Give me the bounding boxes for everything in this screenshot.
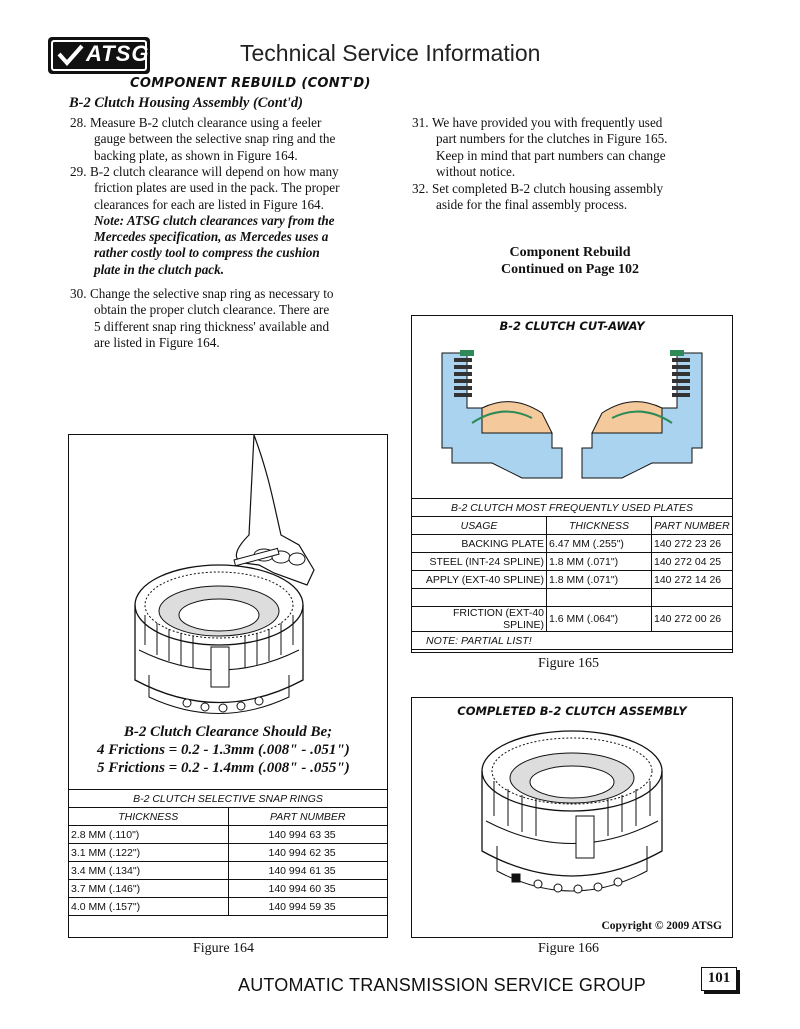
table-row: 3.1 MM (.122") 140 994 62 35 [69,844,388,862]
table-row: STEEL (INT-24 SPLINE) 1.8 MM (.071") 140 272 04 25 [412,553,733,571]
note-text: Note: ATSG clutch clearances vary from the [94,212,335,228]
logo-text: ATSG [86,41,150,66]
step-28: 28. Measure B-2 clutch clearance using a feeler gauge between the selective snap ring and the backing plate, as shown in Figure 164. [70,115,336,163]
table-row [412,589,733,607]
page-title: Technical Service Information [240,40,541,66]
figure-164-box [68,434,388,938]
footer-text: AUTOMATIC TRANSMISSION SERVICE GROUP [238,975,646,995]
clearance-title: B-2 Clutch Clearance Should Be; [123,724,333,740]
snap-ring-table [68,789,388,916]
figure-165-caption: Figure 165 [538,656,600,671]
clearance-line-4: 4 Frictions = 0.2 - 1.3mm (.008" - .051") [97,742,350,758]
table-header: PART NUMBER [652,517,733,535]
figure-165-box [411,315,733,653]
copyright-text: Copyright © 2009 ATSG [601,920,722,932]
plates-table-title: B-2 CLUTCH MOST FREQUENTLY USED PLATES [412,499,733,517]
step-31: 31. We have provided you with frequently used part numbers for the clutches in Figure 165. Keep in mind that part numbers can change without notice. [412,115,668,179]
table-row: FRICTION (EXT-40 SPLINE) 1.6 MM (.064") 140 272 00 26 [412,607,733,632]
figure-164-caption: Figure 164 [193,941,255,956]
step-32: 32. Set completed B-2 clutch housing assembly aside for the final assembly process. [412,181,664,213]
step-30: 30. Change the selective snap ring as necessary to obtain the proper clutch clearance. There are 5 different snap ring thickness' available and are listed in Figure 164. [70,286,334,350]
table-row: 2.8 MM (.110") 140 994 63 35 [69,826,388,844]
table-row: APPLY (EXT-40 SPLINE) 1.8 MM (.071") 140 272 14 26 [412,571,733,589]
page-number: 101 [701,967,737,991]
table-row: 3.7 MM (.146") 140 994 60 35 [69,880,388,898]
table-header: THICKNESS [547,517,652,535]
cutaway-title: B-2 CLUTCH CUT-AWAY [499,319,645,333]
table-header: USAGE [412,517,547,535]
figure-166-caption: Figure 166 [538,941,600,956]
rebuild-continued-note: Component Rebuild Continued on Page 102 [500,245,640,277]
table-row: BACKING PLATE 6.47 MM (.255") 140 272 23 26 [412,535,733,553]
plates-table [411,498,733,650]
completed-assembly-title: COMPLETED B-2 CLUTCH ASSEMBLY [457,704,687,718]
table-header: PART NUMBER [228,808,388,826]
section-title: COMPONENT REBUILD (CONT'D) [130,76,371,91]
checkmark-icon [56,44,84,66]
partial-list-note: NOTE: PARTIAL LIST! [412,632,733,650]
table-header: THICKNESS [69,808,229,826]
table-row: 3.4 MM (.134") 140 994 61 35 [69,862,388,880]
subsection-title: B-2 Clutch Housing Assembly (Cont'd) [69,95,303,111]
snap-ring-table-title: B-2 CLUTCH SELECTIVE SNAP RINGS [69,790,388,808]
table-row: 4.0 MM (.157") 140 994 59 35 [69,898,388,916]
clutch-measure-illustration [69,435,387,725]
atsg-logo [48,37,150,74]
completed-clutch-illustration [472,726,672,911]
step-29: 29. B-2 clutch clearance will depend on how many friction plates are used in the pack. The proper clearances for each are listed in Figure 164. Note: ATSG clutch clearances vary from the Mercedes specification, as Mercedes uses a rather costly tool to compress the cushion plate in the clutch pack. [70,164,380,278]
clutch-cutaway-illustration [432,338,712,498]
clearance-line-5: 5 Frictions = 0.2 - 1.4mm (.008" - .055") [97,760,350,776]
figure-166-box [411,697,733,938]
